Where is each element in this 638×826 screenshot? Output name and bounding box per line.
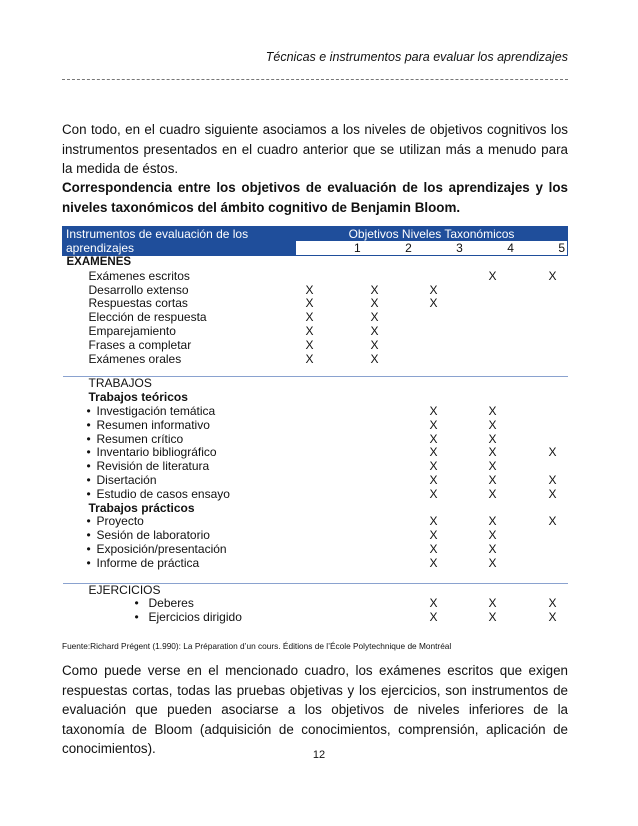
practico-0-mark-level-4: X	[488, 514, 497, 529]
examenes-item: Frases a completar	[88, 337, 192, 352]
examenes-item-5-mark-level-2: X	[370, 337, 379, 352]
teorico-4-mark-level-3: X	[429, 459, 438, 474]
practico-1-mark-level-3: X	[429, 528, 438, 543]
examenes-item-0-mark-level-5: X	[548, 268, 557, 283]
teorico-5-mark-level-3: X	[429, 472, 438, 487]
trabajos-instruments	[63, 377, 296, 583]
examenes-item-3-mark-level-2: X	[370, 310, 379, 325]
examenes-section	[63, 256, 568, 377]
level-number-4: 4	[507, 241, 514, 255]
trabajos-marks	[296, 377, 568, 583]
practico-3-mark-level-3: X	[429, 555, 438, 570]
taxonomy-table	[62, 226, 568, 625]
teorico-6-mark-level-5: X	[548, 486, 557, 501]
ejercicios-instruments	[63, 583, 296, 625]
ejercicio-0-mark-level-4: X	[488, 596, 497, 611]
teorico-2-mark-level-3: X	[429, 431, 438, 446]
examenes-item: Emparejamiento	[88, 323, 176, 338]
examenes-item-1-mark-level-1: X	[305, 282, 314, 297]
teorico-5-mark-level-5: X	[548, 472, 557, 487]
trabajos-practicos-subtitle: Trabajos prácticos	[88, 500, 195, 515]
teorico-3-mark-level-3: X	[429, 445, 438, 460]
examenes-item: Elección de respuesta	[88, 310, 207, 325]
examenes-item: Desarrollo extenso	[88, 282, 189, 297]
instruments-header-line2: aprendizajes	[66, 241, 135, 255]
ejercicios-item: • Deberes	[63, 597, 296, 611]
level-number-2: 2	[405, 241, 412, 255]
ejercicios-title: EJERCICIOS	[88, 582, 161, 597]
trabajos-teorico-item: • Revisión de literatura	[63, 460, 296, 474]
page-number: 12	[312, 749, 326, 761]
ejercicios-item: • Ejercicios dirigido	[63, 611, 296, 625]
examenes-item-0-mark-level-4: X	[488, 268, 497, 283]
instruments-header-line1: Instrumentos de evaluación de los	[66, 227, 249, 241]
examenes-item-1-mark-level-3: X	[429, 282, 438, 297]
practico-1-mark-level-4: X	[488, 528, 497, 543]
level-numbers-row	[296, 241, 568, 256]
examenes-item: Exámenes orales	[88, 351, 182, 366]
practico-3-mark-level-4: X	[488, 555, 497, 570]
section-spacer	[63, 571, 296, 583]
examenes-item-4-mark-level-2: X	[370, 324, 379, 338]
examenes-item-6-mark-level-1: X	[305, 351, 314, 366]
trabajos-teorico-item: • Estudio de casos ensayo	[63, 488, 296, 502]
ejercicios-marks	[296, 583, 568, 625]
trabajos-section	[63, 377, 568, 583]
table-heading: Correspondencia entre los objetivos de evaluación de los aprendizajes y los niveles taxonómicos del ámbito cognitivo de Benjamin Bloom.	[62, 180, 568, 215]
examenes-item-2-mark-level-2: X	[370, 296, 379, 311]
practico-0-mark-level-5: X	[548, 514, 557, 529]
trabajos-teorico-item: • Disertación	[63, 474, 296, 488]
trabajos-teorico-item: • Inventario bibliográfico	[63, 446, 296, 460]
ejercicio-0-mark-level-3: X	[429, 596, 438, 611]
levels-header: Objetivos Niveles Taxonómicos	[296, 227, 568, 242]
teorico-4-mark-level-4: X	[488, 459, 497, 474]
examenes-item-4-mark-level-1: X	[305, 324, 314, 338]
teorico-6-mark-level-3: X	[429, 486, 438, 501]
teorico-6-mark-level-4: X	[488, 486, 497, 501]
examenes-item-2-mark-level-3: X	[429, 296, 438, 311]
ejercicio-0-mark-level-5: X	[548, 596, 557, 611]
examenes-item-5-mark-level-1: X	[305, 337, 314, 352]
examenes-item: Respuestas cortas	[88, 296, 188, 311]
examenes-item: Exámenes escritos	[88, 268, 190, 283]
section-spacer	[63, 366, 296, 376]
teorico-1-mark-level-4: X	[488, 417, 497, 432]
trabajos-practico-item: • Sesión de laboratorio	[63, 529, 296, 543]
ejercicios-section	[63, 583, 568, 625]
practico-2-mark-level-4: X	[488, 541, 497, 556]
examenes-item-2-mark-level-1: X	[305, 296, 314, 311]
ejercicio-1-mark-level-5: X	[548, 610, 557, 625]
examenes-instruments	[63, 256, 296, 377]
conclusion-paragraph: Como puede verse en el mencionado cuadro, los exámenes escritos que exigen respuestas cortas, todas las pruebas objetivas y los ejercicios, son instrumentos de evaluación que pueden asociarse a los objetivos de niveles inferiores de la taxonomía de Bloom (adquisición de conocimientos, comprensión, aplicación de conocimientos).	[62, 663, 568, 756]
level-number-3: 3	[456, 241, 463, 255]
trabajos-practico-item: • Proyecto	[63, 515, 296, 529]
practico-0-mark-level-3: X	[429, 514, 438, 529]
trabajos-practico-item: • Informe de práctica	[63, 557, 296, 571]
header-rule	[62, 79, 568, 80]
teorico-3-mark-level-5: X	[548, 445, 557, 460]
trabajos-teorico-item: • Resumen crítico	[63, 433, 296, 447]
trabajos-practico-item: • Exposición/presentación	[63, 543, 296, 557]
teorico-1-mark-level-3: X	[429, 417, 438, 432]
examenes-marks	[296, 256, 568, 377]
ejercicio-1-mark-level-3: X	[429, 610, 438, 625]
trabajos-teorico-item: • Investigación temática	[63, 405, 296, 419]
intro-paragraph: Con todo, en el cuadro siguiente asociamos a los niveles de objetivos cognitivos los instrumentos presentados en el cuadro anterior que se utilizan más a menudo para la medida de éstos.	[62, 122, 568, 176]
trabajos-teorico-item: • Resumen informativo	[63, 419, 296, 433]
examenes-title: EXAMENES	[66, 256, 132, 268]
source-note: Fuente:Richard Prégent (1.990): La Préparation d’un cours. Éditions de l’École Polytechnique de Montréal	[62, 641, 452, 651]
level-number-1: 1	[354, 241, 361, 255]
level-number-5: 5	[558, 241, 565, 255]
teorico-3-mark-level-4: X	[488, 445, 497, 460]
teorico-2-mark-level-4: X	[488, 431, 497, 446]
trabajos-title: TRABAJOS	[88, 376, 152, 391]
practico-2-mark-level-3: X	[429, 541, 438, 556]
examenes-item-3-mark-level-1: X	[305, 310, 314, 325]
teorico-5-mark-level-4: X	[488, 472, 497, 487]
trabajos-teoricos-subtitle: Trabajos teóricos	[88, 390, 188, 405]
examenes-item-6-mark-level-2: X	[370, 351, 379, 366]
page-header: Técnicas e instrumentos para evaluar los aprendizajes	[265, 50, 568, 64]
instruments-header	[63, 227, 296, 256]
teorico-0-mark-level-4: X	[488, 403, 497, 418]
examenes-item-1-mark-level-2: X	[370, 282, 379, 297]
teorico-0-mark-level-3: X	[429, 403, 438, 418]
ejercicio-1-mark-level-4: X	[488, 610, 497, 625]
